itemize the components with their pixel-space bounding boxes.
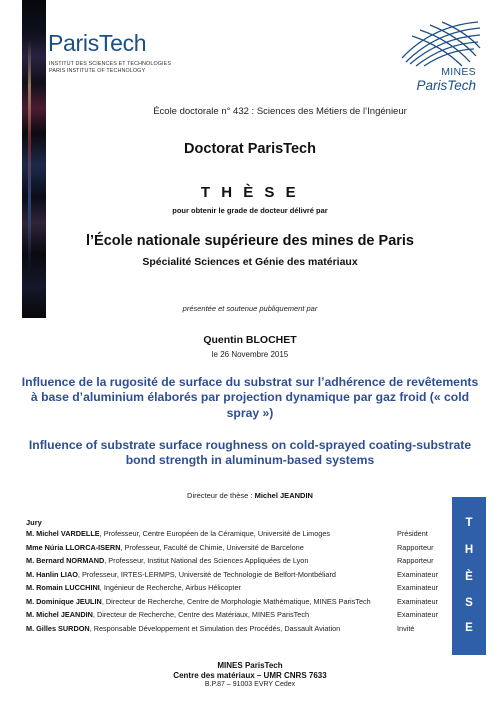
jury-member-desc: , Professeur, Institut National des Sciences Appliquées de Lyon (104, 556, 309, 565)
side-letter: T (465, 517, 473, 529)
mines-globe-icon (392, 16, 484, 68)
jury-member-name: M. Michel VARDELLE (26, 529, 100, 538)
jury-member-name: Mme Núria LLORCA-ISERN (26, 542, 121, 552)
footer-institution: MINES ParisTech (217, 661, 283, 670)
mines-paristech-logo (392, 16, 484, 98)
mines-logo-line2: ParisTech (416, 78, 476, 93)
jury-member-desc: , Responsable Développement et Simulation des Procédés, Dassault Aviation (89, 623, 341, 633)
thesis-title-english: Influence of substrate surface roughness on cold-sprayed coating-substrate bond strength in aluminum-based systems (28, 438, 472, 468)
pour-obtenir-text: pour obtenir le grade de docteur délivré par (172, 206, 328, 215)
director-name: Michel JEANDIN (254, 491, 313, 500)
jury-member-name: M. Gilles SURDON (26, 623, 90, 633)
paristech-logo-line1: INSTITUT DES SCIENCES ET TECHNOLOGIES (49, 61, 172, 67)
these-side-label (452, 497, 486, 655)
jury-member-desc: , Directeur de Recherche, Centre de Morphologie Mathématique, MINES ParisTech (101, 596, 371, 606)
mines-logo-line1: MINES (441, 66, 476, 78)
paristech-logo-line2: PARIS INSTITUTE OF TECHNOLOGY (49, 68, 146, 74)
these-heading: T H È S E (200, 184, 300, 201)
ecole-name: l’École nationale supérieure des mines de Paris (86, 233, 414, 249)
jury-member-name: M. Dominique JEULIN (26, 596, 102, 606)
paristech-logo-name: ParisTech (48, 30, 147, 56)
jury-member-role: Rapporteur (397, 556, 434, 565)
jury-row (26, 570, 456, 584)
jury-member-role: Rapporteur (397, 542, 434, 552)
side-letter: H (464, 544, 474, 556)
jury-member-desc: , Ingénieur de Recherche, Airbus Hélicopter (99, 583, 241, 592)
jury-row (26, 597, 456, 611)
decorative-photo-band (22, 0, 46, 318)
jury-member-role: Invité (397, 623, 415, 633)
jury-row (26, 624, 456, 638)
jury-row (26, 543, 456, 557)
defense-date: le 26 Novembre 2015 (211, 350, 289, 359)
jury-row (26, 583, 456, 597)
jury-member-name: M. Hanlin LIAO (26, 569, 78, 579)
thesis-director (0, 491, 500, 500)
jury-member-role: Président (397, 529, 428, 538)
jury-member-name: M. Romain LUCCHINI (26, 583, 100, 592)
doctorat-heading: Doctorat ParisTech (184, 141, 316, 157)
ecole-doctorale: École doctorale n° 432 : Sciences des Métiers de l’Ingénieur (153, 106, 407, 117)
jury-member-role: Examinateur (397, 610, 438, 619)
footer-centre: Centre des matériaux – UMR CNRS 7633 (173, 671, 327, 680)
side-letter: S (465, 597, 473, 609)
jury-member-desc: , Professeur, Centre Européen de la Céramique, Université de Limoges (99, 529, 331, 538)
jury-row (26, 529, 456, 543)
jury-label: Jury (26, 518, 42, 527)
jury-member-desc: , Directeur de Recherche, Centre des Matériaux, MINES ParisTech (92, 610, 310, 619)
jury-row (26, 556, 456, 570)
thesis-title-french: Influence de la rugosité de surface du substrat sur l’adhérence de revêtements à base d’aluminium élaborés par projection dynamique par gaz froid (« cold spray ») (21, 375, 479, 420)
side-letter: E (465, 622, 473, 634)
jury-member-desc: , Professeur, Faculté de Chimie, Université de Barcelone (120, 542, 304, 552)
jury-member-role: Examinateur (397, 583, 438, 592)
footer-address: B.P.87 – 91003 EVRY Cedex (204, 681, 296, 688)
jury-member-role: Examinateur (397, 596, 438, 606)
jury-list (26, 529, 456, 637)
director-label: Directeur de thèse : (187, 491, 253, 500)
specialite: Spécialité Sciences et Génie des matériaux (142, 256, 358, 268)
author-name: Quentin BLOCHET (203, 334, 297, 346)
jury-member-desc: , Professeur, IRTES-LERMPS, Université de Technologie de Belfort-Montbéliard (77, 569, 336, 579)
jury-member-name: M. Bernard NORMAND (26, 556, 105, 565)
paristech-logo (48, 30, 178, 76)
jury-member-role: Examinateur (397, 569, 438, 579)
jury-member-name: M. Michel JEANDIN (26, 610, 93, 619)
side-letter: È (465, 571, 473, 583)
jury-row (26, 610, 456, 624)
presentee-text: présentée et soutenue publiquement par (182, 304, 318, 313)
